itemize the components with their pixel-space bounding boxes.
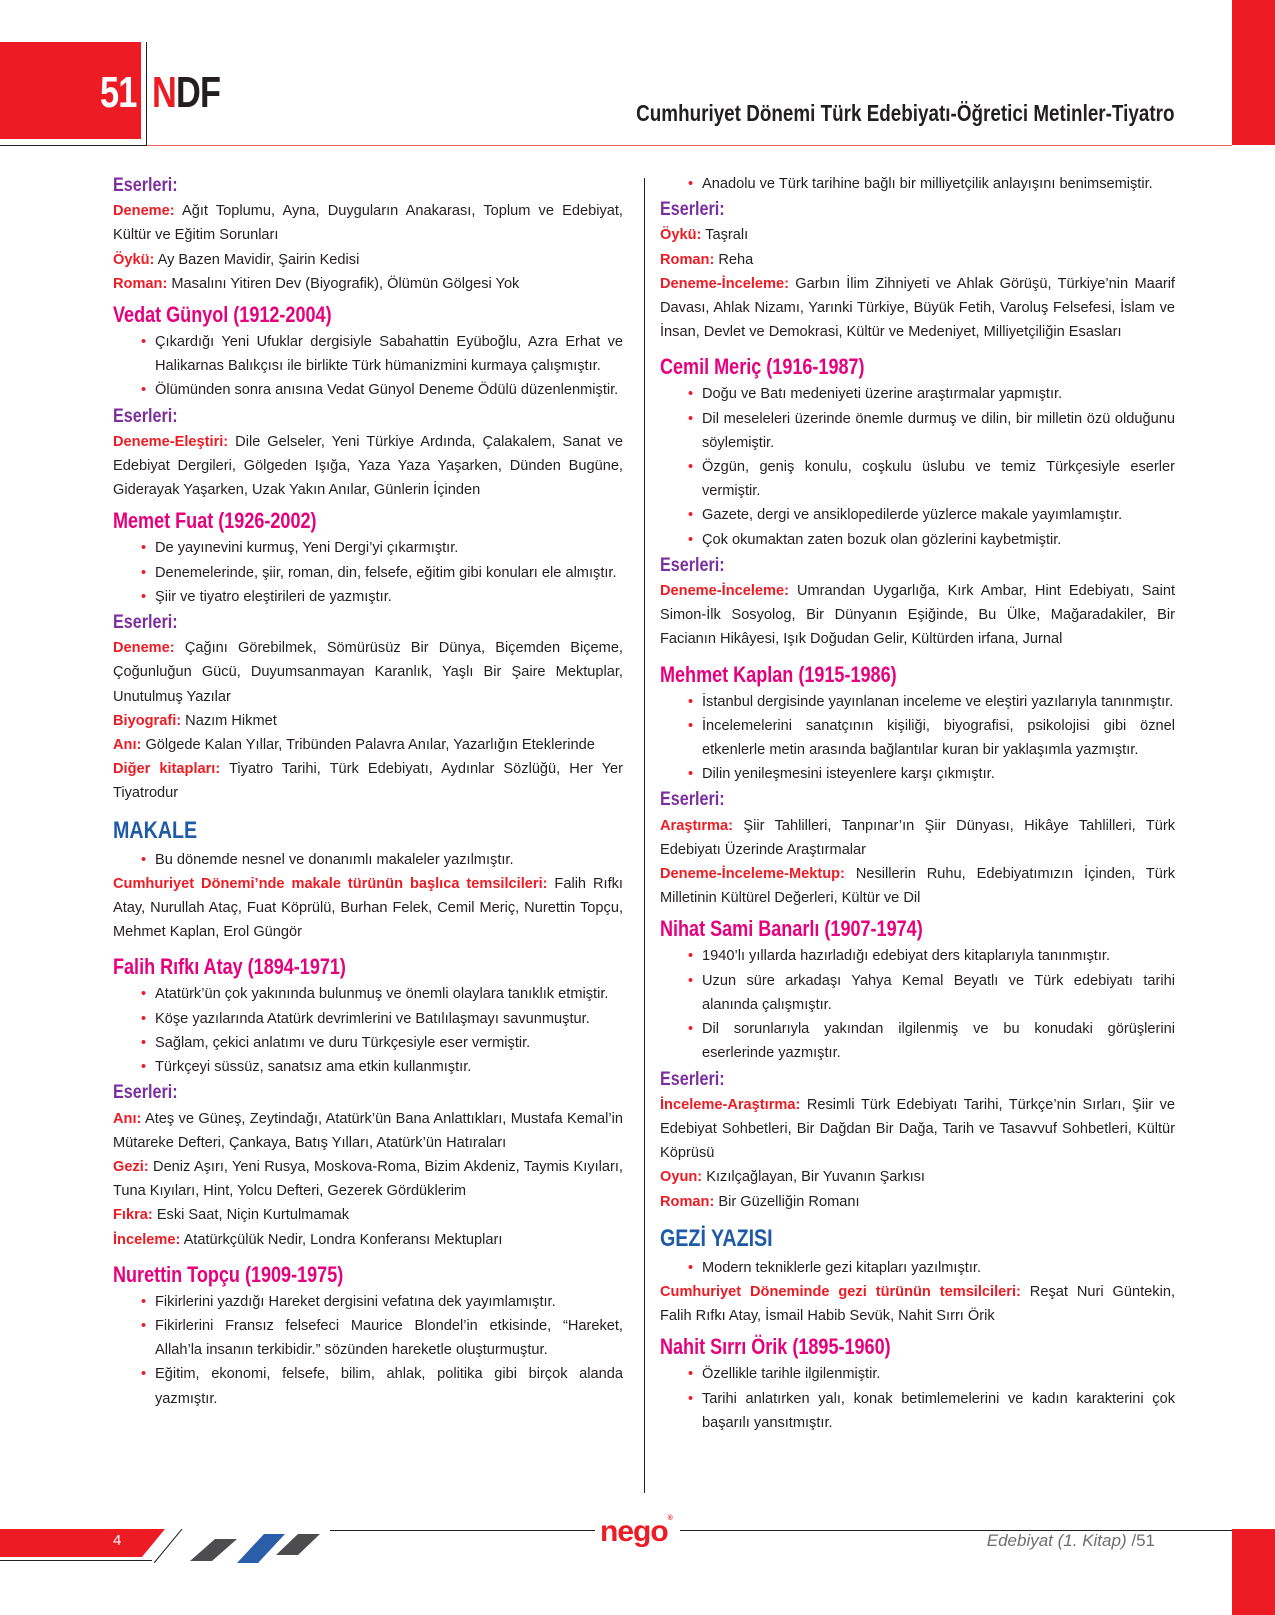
author-heading-nihat-sami-banarli: Nihat Sami Banarlı (1907-1974) <box>660 916 923 942</box>
works-text: Gölgede Kalan Yıllar, Tribünden Palavra Anılar, Yazarlığın Eteklerinde <box>145 737 595 754</box>
works-entry <box>113 733 623 757</box>
works-heading: Eserleri: <box>660 199 725 221</box>
nego-logo <box>600 1515 672 1549</box>
works-entry <box>113 430 623 503</box>
bullet-list <box>660 382 1175 551</box>
header-right-red-bar <box>1232 0 1275 145</box>
works-label: Roman: <box>113 275 168 292</box>
footer-book-title: Edebiyat (1. Kitap) <box>986 1531 1127 1550</box>
works-entry <box>660 862 1175 910</box>
works-text: Bir Güzelliğin Romanı <box>718 1193 860 1210</box>
works-label: Araştırma: <box>660 817 733 834</box>
footer-book-info <box>987 1531 1155 1551</box>
bullet-item: • 1940’lı yıllarda hazırladığı edebiyat ders kitaplarıyla tanınmıştır. <box>688 944 1175 968</box>
header-rule-right <box>147 145 1232 146</box>
author-heading-nahit-sirri-orik: Nahit Sırrı Örik (1895-1960) <box>660 1334 891 1360</box>
brand-letters-df: DF <box>176 68 221 117</box>
footer-page-number-left: 4 <box>113 1532 122 1549</box>
works-entry <box>113 1107 623 1155</box>
works-text: Kızılçağlayan, Bir Yuvanın Şarkısı <box>706 1169 925 1186</box>
works-heading: Eserleri: <box>660 789 725 811</box>
works-heading: Eserleri: <box>660 1068 725 1090</box>
works-heading: Eserleri: <box>113 405 178 427</box>
works-text: Dile Gelseler, Yeni Türkiye Ardında, Çalakalem, Sanat ve Edebiyat Dergileri, Gölgeden Işığa, Yaza Yaza Yaşarken, Dünden Bugüne, Giderayak Yaşarken, Uzak Yakın Anılar, Günlerin İçinden <box>113 433 623 499</box>
works-text: Umrandan Uygarlığa, Kırk Ambar, Hint Edebiyatı, Saint Simon-İlk Sosyolog, Bir Dünyanın Eşiğinde, Bu Ülke, Mağaradakiler, Bir Facianın Hikâyesi, Işık Doğudan Gelir, Kültürden irfana, Jurnal <box>660 583 1175 648</box>
representatives-entry <box>660 1280 1175 1328</box>
bullet-item: • Özellikle tarihle ilgilenmiştir. <box>688 1362 1175 1386</box>
stripe-blue <box>237 1534 285 1563</box>
author-heading-vedat-gunyol: Vedat Günyol (1912-2004) <box>113 302 332 328</box>
header-rule-left <box>0 145 147 146</box>
representatives-label: Cumhuriyet Döneminde gezi türünün temsilcileri: <box>660 1283 1021 1300</box>
works-text: Tiyatro Tarihi, Türk Edebiyatı, Aydınlar Sözlüğü, Her Yer Tiyatrodur <box>113 761 623 802</box>
works-heading: Eserleri: <box>113 612 178 634</box>
works-label: Oyun: <box>660 1169 703 1186</box>
works-text: Reha <box>718 251 754 268</box>
bullet-item: • İstanbul dergisinde yayınlanan inceleme ve eleştiri yazılarıyla tanınmıştır. <box>688 690 1175 714</box>
works-heading: Eserleri: <box>113 1082 178 1104</box>
works-label: Gezi: <box>113 1158 149 1175</box>
works-label: Deneme: <box>113 203 175 220</box>
works-text: Resimli Türk Edebiyatı Tarihi, Türkçe’nin Sırları, Şiir ve Edebiyat Sohbetleri, Bir Dağdan Bir Dağa, Tarih ve Tasavvuf Sohbetleri, Kültür Köprüsü <box>660 1096 1175 1162</box>
bullet-item: • Türkçeyi süssüz, sanatsız ama etkin kullanmıştır. <box>141 1055 623 1079</box>
bullet-list <box>660 1362 1175 1435</box>
works-label: Öykü: <box>113 251 155 268</box>
works-text: Taşralı <box>705 227 749 244</box>
bullet-list <box>113 536 623 609</box>
bullet-list <box>660 1256 1175 1280</box>
works-entry <box>113 272 623 296</box>
bullet-item: • Köşe yazılarında Atatürk devrimlerini ve Batılılaşmayı savunmuştur. <box>141 1007 623 1031</box>
author-heading-nurettin-topcu: Nurettin Topçu (1909-1975) <box>113 1261 344 1287</box>
works-text: Nazım Hikmet <box>185 712 277 729</box>
works-entry <box>113 199 623 247</box>
bullet-list <box>113 1290 623 1411</box>
works-label: Deneme-İnceleme-Mektup: <box>660 866 845 883</box>
works-text: Şiir Tahlilleri, Tanpınar’ın Şiir Dünyası, Hikâye Tahlilleri, Türk Edebiyatı Üzerinde Araştırmalar <box>660 817 1175 858</box>
works-label: Biyografi: <box>113 712 182 729</box>
section-heading-makale: MAKALE <box>113 816 198 844</box>
stripe-gray <box>190 1539 237 1561</box>
representatives-text: Reşat Nuri Güntekin, Falih Rıfkı Atay, İsmail Habib Sevük, Nahit Sırrı Örik <box>660 1283 1175 1325</box>
works-label: Deneme-İnceleme: <box>660 275 789 292</box>
right-column <box>660 172 1175 1435</box>
representatives-label: Cumhuriyet Dönemi’nde makale türünün başlıca temsilcileri: <box>113 875 548 892</box>
column-divider <box>644 178 645 1493</box>
works-heading: Eserleri: <box>113 175 178 196</box>
works-label: Roman: <box>660 251 715 268</box>
bullet-item: • Özgün, geniş konulu, coşkulu üslubu ve temiz Türkçesiyle eserler vermiştir. <box>688 455 1175 503</box>
bullet-item: • Ölümünden sonra anısına Vedat Günyol Deneme Ödülü düzenlenmiştir. <box>141 378 623 402</box>
bullet-item: • Denemelerinde, şiir, roman, din, felsefe, eğitim gibi konuları ele almıştır. <box>141 561 623 585</box>
works-entry <box>113 248 623 272</box>
bullet-item: • Fikirlerini Fransız felsefeci Maurice Blondel’in etkisinde, “Hareket, Allah’la insanın terkibidir.” sözünden hareketle oluşturmuştur. <box>141 1314 623 1362</box>
works-label: Roman: <box>660 1193 715 1210</box>
author-heading-falih-rifki-atay: Falih Rıfkı Atay (1894-1971) <box>113 954 346 980</box>
works-label: Anı: <box>113 737 142 754</box>
works-entry <box>660 248 1175 272</box>
footer-red-tab <box>0 1529 165 1557</box>
works-entry <box>660 579 1175 652</box>
bullet-item: • Sağlam, çekici anlatımı ve duru Türkçesiyle eser vermiştir. <box>141 1031 623 1055</box>
works-entry <box>113 757 623 805</box>
works-entry <box>660 223 1175 247</box>
author-heading-mehmet-kaplan: Mehmet Kaplan (1915-1986) <box>660 661 897 687</box>
bullet-item: • Uzun süre arkadaşı Yahya Kemal Beyatlı ve Türk edebiyatı tarihi alanında çalışmıştır. <box>688 969 1175 1017</box>
bullet-item: • De yayınevini kurmuş, Yeni Dergi’yi çıkarmıştır. <box>141 536 623 560</box>
header-title: Cumhuriyet Dönemi Türk Edebiyatı-Öğretici Metinler-Tiyatro <box>635 100 1174 126</box>
works-entry <box>660 1190 1175 1214</box>
works-text: Nesillerin Ruhu, Edebiyatımızın İçinden, Türk Milletinin Kültürel Değerleri, Kültür ve Dil <box>660 866 1175 907</box>
bullet-item: • Çok okumaktan zaten bozuk olan gözlerini kaybetmiştir. <box>688 528 1175 552</box>
footer-stripes-decoration <box>150 1529 410 1563</box>
bullet-item: • Atatürk’ün çok yakınında bulunmuş ve önemli olaylara tanıklık etmiştir. <box>141 982 623 1006</box>
works-entry <box>660 1165 1175 1189</box>
footer-right-red-bar <box>1232 1529 1275 1615</box>
bullet-item: • Şiir ve tiyatro eleştirileri de yazmıştır. <box>141 585 623 609</box>
works-text: Deniz Aşırı, Yeni Rusya, Moskova-Roma, Bizim Akdeniz, Taymis Kıyıları, Tuna Kıyıları, Hint, Yolcu Defteri, Gezerek Gördüklerim <box>113 1158 623 1200</box>
works-entry <box>660 1093 1175 1166</box>
works-text: Ateş ve Güneş, Zeytindağı, Atatürk’ün Bana Anlattıkları, Mustafa Kemal’in Mütareke Defteri, Çankaya, Batış Yılları, Atatürk’ün Hatıraları <box>113 1110 624 1151</box>
section-heading-gezi-yazisi: GEZİ YAZISI <box>660 1224 773 1252</box>
author-heading-memet-fuat: Memet Fuat (1926-2002) <box>113 508 317 534</box>
bullet-item: • Fikirlerini yazdığı Hareket dergisini vefatına dek yayımlamıştır. <box>141 1290 623 1314</box>
stripe-gray <box>276 1534 320 1555</box>
works-label: İnceleme-Araştırma: <box>660 1096 801 1113</box>
works-text: Garbın İlim Zihniyeti ve Ahlak Görüşü, Türkiye’nin Maarif Davası, Ahlak Nizamı, Yarınki Türkiye, Büyük Fetih, Varoluş Felsefesi, İslam ve İnsan, Devlet ve Demokrasi, Kültür ve Medeniyet, Milliyetçiliğin Esasları <box>660 275 1175 341</box>
bullet-item: • Gazete, dergi ve ansiklopedilerde yüzlerce makale yayımlamıştır. <box>688 503 1175 527</box>
works-label: Fıkra: <box>113 1207 153 1224</box>
works-label: Deneme: <box>113 640 175 657</box>
works-heading: Eserleri: <box>660 554 725 576</box>
stripe-thin-line <box>154 1529 182 1563</box>
bullet-item: • Anadolu ve Türk tarihine bağlı bir milliyetçilik anlayışını benimsemiştir. <box>688 172 1175 196</box>
bullet-item: • Dilin yenileşmesini isteyenlere karşı çıkmıştır. <box>688 762 1175 786</box>
footer-underline <box>0 1560 152 1561</box>
header-page-number: 51 <box>100 68 137 117</box>
works-label: Anı: <box>113 1110 142 1127</box>
header-divider <box>146 42 147 145</box>
works-label: İnceleme: <box>113 1231 181 1248</box>
bullet-list <box>660 690 1175 787</box>
works-entry <box>113 709 623 733</box>
works-entry <box>113 1155 623 1203</box>
bullet-item: • İncelemelerini sanatçının kişiliği, biyografisi, psikolojisi gibi öznel etkenlerle metin arasında bağlantılar kuran bir yaklaşımla yazmıştır. <box>688 714 1175 762</box>
footer-rule-left <box>330 1530 595 1531</box>
representatives-entry <box>113 872 623 945</box>
works-entry <box>660 814 1175 862</box>
works-text: Atatürkçülük Nedir, Londra Konferansı Mektupları <box>183 1231 503 1248</box>
works-label: Deneme-Eleştiri: <box>113 433 229 450</box>
works-entry <box>113 636 623 709</box>
registered-mark-icon: ® <box>667 1515 672 1522</box>
footer-page-number-right: 51 <box>1136 1531 1155 1550</box>
bullet-item: • Çıkardığı Yeni Ufuklar dergisiyle Sabahattin Eyüboğlu, Azra Erhat ve Halikarnas Balıkçısı ile birlikte Türk hümanizmini kurmaya çalışmıştır. <box>141 330 623 378</box>
bullet-item: • Modern tekniklerle gezi kitapları yazılmıştır. <box>688 1256 1175 1280</box>
bullet-list <box>113 848 623 872</box>
works-text: Masalını Yitiren Dev (Biyografik), Ölümün Gölgesi Yok <box>171 275 520 292</box>
works-label: Diğer kitapları: <box>113 761 221 778</box>
bullet-list <box>113 330 623 403</box>
works-entry <box>113 1203 623 1227</box>
header-brand <box>152 68 220 118</box>
bullet-list <box>660 172 1175 196</box>
bullet-item: • Dil meseleleri üzerinde önemle durmuş ve dilin, bir milletin özü olduğunu söylemiştir. <box>688 407 1175 455</box>
works-label: Deneme-İnceleme: <box>660 583 789 600</box>
works-entry <box>113 1228 623 1252</box>
works-text: Ağıt Toplumu, Ayna, Duyguların Anakarası, Toplum ve Edebiyat, Kültür ve Eğitim Sorunları <box>113 203 623 244</box>
left-column <box>113 172 623 1411</box>
logo-text: nego <box>600 1515 668 1548</box>
footer-separator: / <box>1131 1531 1137 1550</box>
works-entry <box>660 272 1175 345</box>
bullet-list <box>660 944 1175 1065</box>
bullet-item: • Bu dönemde nesnel ve donanımlı makaleler yazılmıştır. <box>141 848 623 872</box>
works-text: Ay Bazen Mavidir, Şairin Kedisi <box>157 251 360 268</box>
bullet-item: • Doğu ve Batı medeniyeti üzerine araştırmalar yapmıştır. <box>688 382 1175 406</box>
works-text: Çağını Görebilmek, Sömürüsüz Bir Dünya, Biçemden Biçeme, Çoğunluğun Gücü, Duyumsanmayan Karanlık, Yaşlı Bir Şaire Mektuplar, Unutulmuş Yazılar <box>113 640 623 705</box>
bullet-item: • Eğitim, ekonomi, felsefe, bilim, ahlak, politika gibi birçok alanda yazmıştır. <box>141 1362 623 1410</box>
brand-letter-n: N <box>152 68 177 117</box>
works-text: Eski Saat, Niçin Kurtulmamak <box>156 1207 350 1224</box>
author-heading-cemil-meric: Cemil Meriç (1916-1987) <box>660 354 865 380</box>
works-label: Öykü: <box>660 227 702 244</box>
bullet-list <box>113 982 623 1079</box>
bullet-item: • Tarihi anlatırken yalı, konak betimlemelerini ve kadın karakterini çok başarılı yansıtmıştır. <box>688 1387 1175 1435</box>
representatives-text: Falih Rıfkı Atay, Nurullah Ataç, Fuat Köprülü, Burhan Felek, Cemil Meriç, Nurettin Topçu, Mehmet Kaplan, Erol Güngör <box>113 875 623 941</box>
bullet-item: • Dil sorunlarıyla yakından ilgilenmiş ve bu konudaki görüşlerini eserlerinde yazmıştır. <box>688 1017 1175 1065</box>
